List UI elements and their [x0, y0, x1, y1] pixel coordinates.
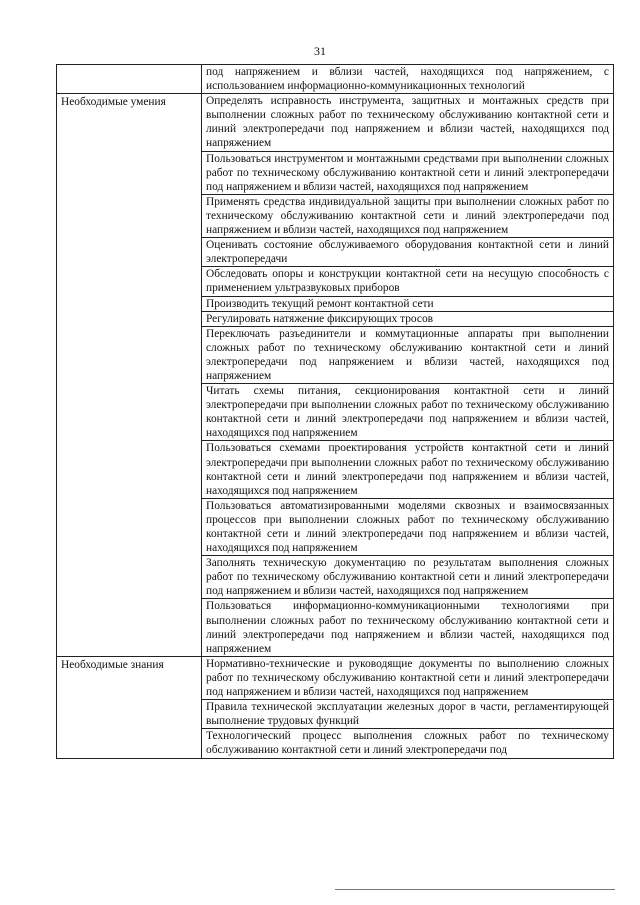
scan-edge-line	[335, 889, 615, 890]
skill-item: Оценивать состояние обслуживаемого оборудования контактной сети и линий электропередачи	[202, 238, 614, 267]
empty-label-cell	[57, 65, 202, 94]
skill-item: Обследовать опоры и конструкции контактной сети на несущую способность с применением ультразвуковых приборов	[202, 267, 614, 296]
skill-item: Пользоваться информационно-коммуникационными технологиями при выполнении сложных работ по техническому обслуживанию контактной сети и линий электропередачи под напряжением и вблизи частей, находящихся под напряжением	[202, 599, 614, 656]
skill-item: Пользоваться инструментом и монтажными средствами при выполнении сложных работ по техническому обслуживанию контактной сети и линий электропередачи под напряжением и вблизи частей, находящихся под напряжением	[202, 151, 614, 194]
skill-item: Регулировать натяжение фиксирующих тросов	[202, 311, 614, 326]
skill-item: Переключать разъединители и коммутационные аппараты при выполнении сложных работ по техническому обслуживанию контактной сети и линий электропередачи под напряжением и вблизи частей, находящихся под напряжением	[202, 326, 614, 383]
skill-item: Определять исправность инструмента, защитных и монтажных средств при выполнении сложных работ по техническому обслуживанию контактной сети и линий электропередачи под напряжением и вблизи частей, находящихся под напряжением	[202, 94, 614, 151]
skill-item: Пользоваться схемами проектирования устройств контактной сети и линий электропередачи при выполнении сложных работ по техническому обслуживанию контактной сети и линий электропередачи под напряжением и вблизи частей, находящихся под напряжением	[202, 441, 614, 498]
continuation-cell: под напряжением и вблизи частей, находящихся под напряжением, с использованием информационно-коммуникационных технологий	[202, 65, 614, 94]
knowledge-item: Правила технической эксплуатации железных дорог в части, регламентирующей выполнение трудовых функций	[202, 700, 614, 729]
skill-item: Производить текущий ремонт контактной сети	[202, 296, 614, 311]
skill-item: Читать схемы питания, секционирования контактной сети и линий электропередачи при выполнении сложных работ по техническому обслуживанию контактной сети и линий электропередачи под напряжением и вблизи частей, находящихся под напряжением	[202, 384, 614, 441]
section-label-knowledge: Необходимые знания	[57, 656, 202, 758]
competency-table	[56, 64, 614, 759]
table-row	[57, 65, 614, 94]
section-label-skills: Необходимые умения	[57, 94, 202, 657]
skill-item: Применять средства индивидуальной защиты при выполнении сложных работ по техническому обслуживанию контактной сети и линий электропередачи под напряжением и вблизи частей, находящихся под напряжением	[202, 194, 614, 237]
table-row	[57, 656, 614, 699]
table-row	[57, 94, 614, 151]
knowledge-item: Нормативно-технические и руководящие документы по выполнению сложных работ по техническому обслуживанию контактной сети и линий электропередачи под напряжением и вблизи частей, находящихся под напряжением	[202, 656, 614, 699]
skill-item: Заполнять техническую документацию по результатам выполнения сложных работ по техническому обслуживанию контактной сети и линий электропередачи под напряжением и вблизи частей, находящихся под напряжением	[202, 556, 614, 599]
skill-item: Пользоваться автоматизированными моделями сквозных и взаимосвязанных процессов при выполнении сложных работ по техническому обслуживанию контактной сети и линий электропередачи под напряжением и вблизи частей, находящихся под напряжением	[202, 498, 614, 555]
knowledge-item: Технологический процесс выполнения сложных работ по техническому обслуживанию контактной сети и линий электропередачи под	[202, 729, 614, 758]
page-number: 31	[314, 44, 326, 58]
